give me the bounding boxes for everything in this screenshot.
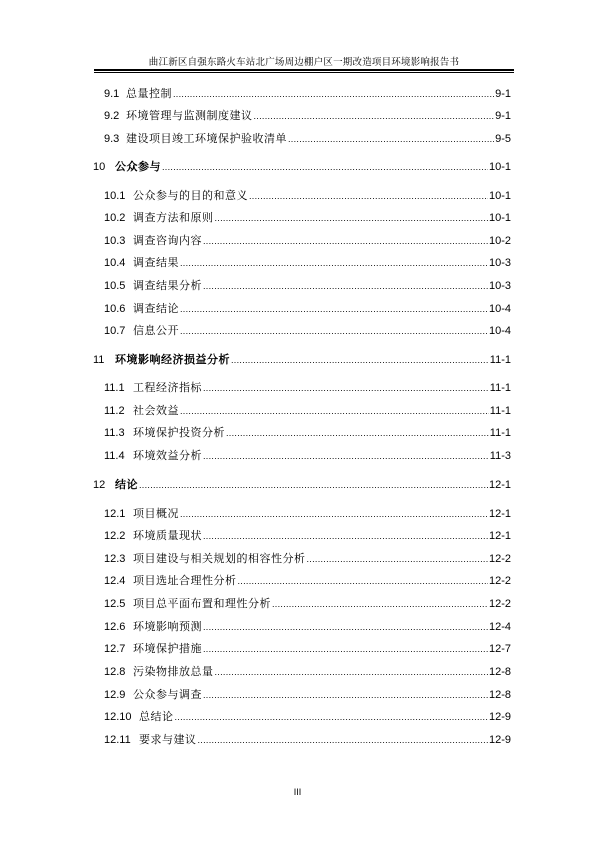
toc-entry-number: 12.10 <box>104 711 132 723</box>
toc-section-entry[interactable] <box>104 551 511 566</box>
toc-section-entry[interactable] <box>104 664 511 679</box>
toc-leader-dots <box>288 132 494 147</box>
toc-section-entry[interactable] <box>104 732 511 747</box>
toc-entry-title: 调查结论 <box>133 302 179 315</box>
toc-entry-page: 10-1 <box>488 212 511 224</box>
toc-entry-title: 环境质量现状 <box>133 529 202 542</box>
toc-leader-dots <box>215 211 488 226</box>
toc-entry-title: 信息公开 <box>133 324 179 337</box>
toc-section-entry[interactable] <box>104 188 511 203</box>
toc-leader-dots <box>231 353 489 368</box>
toc-leader-dots <box>203 642 488 657</box>
toc-entry-number: 10.7 <box>104 325 126 337</box>
toc-entry-title: 总结论 <box>139 710 174 723</box>
toc-entry-title: 社会效益 <box>133 404 179 417</box>
toc-leader-dots <box>307 552 488 567</box>
toc-entry-number: 10.1 <box>104 190 126 202</box>
toc-entry-number: 9.2 <box>104 110 120 122</box>
toc-leader-dots <box>203 620 488 635</box>
toc-leader-dots <box>203 529 488 544</box>
toc-section-entry[interactable] <box>104 596 511 611</box>
toc-entry-page: 12-9 <box>488 734 511 746</box>
toc-section-entry[interactable] <box>104 108 511 123</box>
toc-entry-title: 公众参与的目的和意义 <box>133 189 248 202</box>
toc-entry-number: 11.2 <box>104 405 125 417</box>
toc-entry-title: 环境效益分析 <box>133 449 202 462</box>
toc-leader-dots <box>180 404 489 419</box>
toc-section-entry[interactable] <box>104 86 511 101</box>
toc-entry-title: 污染物排放总量 <box>133 665 214 678</box>
toc-entry-page: 9-1 <box>495 88 511 100</box>
toc-entry-page: 12-4 <box>488 621 511 633</box>
toc-leader-dots <box>162 160 488 175</box>
toc-section-entry[interactable] <box>104 233 511 248</box>
toc-entry-number: 10.5 <box>104 280 126 292</box>
toc-entry-title: 项目选址合理性分析 <box>133 574 237 587</box>
toc-entry-number: 9.1 <box>104 88 120 100</box>
toc-leader-dots <box>180 256 488 271</box>
toc-leader-dots <box>203 381 489 396</box>
toc-leader-dots <box>139 478 488 493</box>
toc-entry-number: 12.6 <box>104 621 126 633</box>
toc-entry-page: 11-1 <box>489 382 511 394</box>
toc-leader-dots <box>215 665 488 680</box>
toc-entry-number: 10.4 <box>104 257 126 269</box>
toc-section-entry[interactable] <box>104 448 511 463</box>
toc-entry-title: 要求与建议 <box>139 733 197 746</box>
toc-leader-dots <box>272 597 488 612</box>
toc-section-entry[interactable] <box>104 619 511 634</box>
toc-section-entry[interactable] <box>104 641 511 656</box>
toc-leader-dots <box>226 426 489 441</box>
toc-entry-page: 11-1 <box>489 405 511 417</box>
toc-chapter-entry[interactable] <box>93 352 511 367</box>
toc-entry-number: 12.11 <box>104 734 131 746</box>
toc-entry-number: 10.3 <box>104 235 126 247</box>
toc-leader-dots <box>180 302 488 317</box>
toc-entry-number: 12.3 <box>104 553 126 565</box>
toc-leader-dots <box>238 574 488 589</box>
toc-entry-page: 12-7 <box>488 643 511 655</box>
toc-entry-number: 11.1 <box>104 382 125 394</box>
toc-entry-page: 11-3 <box>489 450 511 462</box>
toc-entry-title: 结论 <box>115 478 138 491</box>
toc-entry-page: 10-3 <box>488 257 511 269</box>
toc-entry-number: 12.1 <box>104 508 126 520</box>
toc-entry-page: 10-4 <box>488 303 511 315</box>
toc-entry-number: 12.5 <box>104 598 126 610</box>
toc-leader-dots <box>180 324 488 339</box>
toc-leader-dots <box>198 733 488 748</box>
toc-entry-page: 12-1 <box>488 479 511 491</box>
toc-entry-page: 12-1 <box>488 530 511 542</box>
toc-entry-title: 项目概况 <box>133 507 179 520</box>
toc-section-entry[interactable] <box>104 425 511 440</box>
toc-entry-number: 12.8 <box>104 666 126 678</box>
toc-entry-number: 11 <box>93 354 105 366</box>
toc-section-entry[interactable] <box>104 323 511 338</box>
toc-entry-page: 12-2 <box>488 598 511 610</box>
toc-entry-number: 10.6 <box>104 303 126 315</box>
page-number: III <box>293 787 302 797</box>
toc-entry-number: 12.4 <box>104 575 126 587</box>
toc-entry-title: 环境影响经济损益分析 <box>115 353 230 366</box>
toc-entry-page: 12-8 <box>488 666 511 678</box>
toc-entry-title: 环境管理与监测制度建议 <box>126 109 253 122</box>
toc-entry-page: 11-1 <box>489 354 511 366</box>
toc-section-entry[interactable] <box>104 709 511 724</box>
toc-entry-page: 10-4 <box>488 325 511 337</box>
toc-section-entry[interactable] <box>104 403 511 418</box>
toc-entry-number: 10.2 <box>104 212 126 224</box>
toc-leader-dots <box>180 507 488 522</box>
toc-entry-page: 12-9 <box>488 711 511 723</box>
toc-entry-title: 工程经济指标 <box>133 381 202 394</box>
toc-section-entry[interactable] <box>104 255 511 270</box>
toc-section-entry[interactable] <box>104 380 511 395</box>
toc-entry-page: 10-1 <box>488 190 511 202</box>
toc-leader-dots <box>249 189 488 204</box>
toc-entry-page: 9-5 <box>495 133 511 145</box>
toc-entry-title: 调查咨询内容 <box>133 234 202 247</box>
toc-section-entry[interactable] <box>104 573 511 588</box>
toc-entry-title: 项目总平面布置和理性分析 <box>133 597 271 610</box>
toc-entry-page: 9-1 <box>495 110 511 122</box>
toc-section-entry[interactable] <box>104 687 511 702</box>
toc-entry-title: 环境保护投资分析 <box>133 426 225 439</box>
toc-section-entry[interactable] <box>104 278 511 293</box>
toc-entry-title: 项目建设与相关规划的相容性分析 <box>133 552 306 565</box>
header-rule <box>94 69 514 73</box>
toc-entry-title: 公众参与 <box>115 160 161 173</box>
toc-leader-dots <box>203 234 488 249</box>
toc-entry-page: 12-2 <box>488 553 511 565</box>
toc-entry-number: 9.3 <box>104 133 120 145</box>
toc-entry-number: 11.3 <box>104 427 125 439</box>
toc-leader-dots <box>203 688 488 703</box>
toc-leader-dots <box>254 109 495 124</box>
toc-chapter-entry[interactable] <box>93 159 511 174</box>
toc-leader-dots <box>175 710 488 725</box>
toc-section-entry[interactable] <box>104 210 511 225</box>
toc-entry-title: 调查结果 <box>133 256 179 269</box>
toc-entry-number: 12.9 <box>104 689 126 701</box>
toc-section-entry[interactable] <box>104 301 511 316</box>
toc-section-entry[interactable] <box>104 528 511 543</box>
toc-entry-number: 12.2 <box>104 530 126 542</box>
toc-entry-title: 环境保护措施 <box>133 642 202 655</box>
toc-entry-title: 调查结果分析 <box>133 279 202 292</box>
toc-entry-title: 调查方法和原则 <box>133 211 214 224</box>
toc-entry-title: 公众参与调查 <box>133 688 202 701</box>
toc-leader-dots <box>173 87 494 102</box>
toc-entry-page: 12-8 <box>488 689 511 701</box>
toc-entry-page: 10-3 <box>488 280 511 292</box>
toc-section-entry[interactable] <box>104 131 511 146</box>
toc-entry-number: 10 <box>93 161 106 173</box>
toc-leader-dots <box>203 449 489 464</box>
toc-entry-number: 12 <box>93 479 106 491</box>
toc-entry-number: 11.4 <box>104 450 125 462</box>
toc-entry-page: 12-2 <box>488 575 511 587</box>
toc-entry-number: 12.7 <box>104 643 126 655</box>
toc-entry-page: 11-1 <box>489 427 511 439</box>
toc-entry-page: 10-2 <box>488 235 511 247</box>
toc-entry-page: 10-1 <box>488 161 511 173</box>
toc-chapter-entry[interactable] <box>93 477 511 492</box>
toc-section-entry[interactable] <box>104 506 511 521</box>
toc-leader-dots <box>203 279 488 294</box>
toc-entry-page: 12-1 <box>488 508 511 520</box>
running-header: 曲江新区自强东路火车站北广场周边棚户区一期改造项目环境影响报告书 <box>148 57 460 68</box>
toc-entry-title: 建设项目竣工环境保护验收清单 <box>126 132 287 145</box>
toc-entry-title: 总量控制 <box>126 87 172 100</box>
toc-entry-title: 环境影响预测 <box>133 620 202 633</box>
